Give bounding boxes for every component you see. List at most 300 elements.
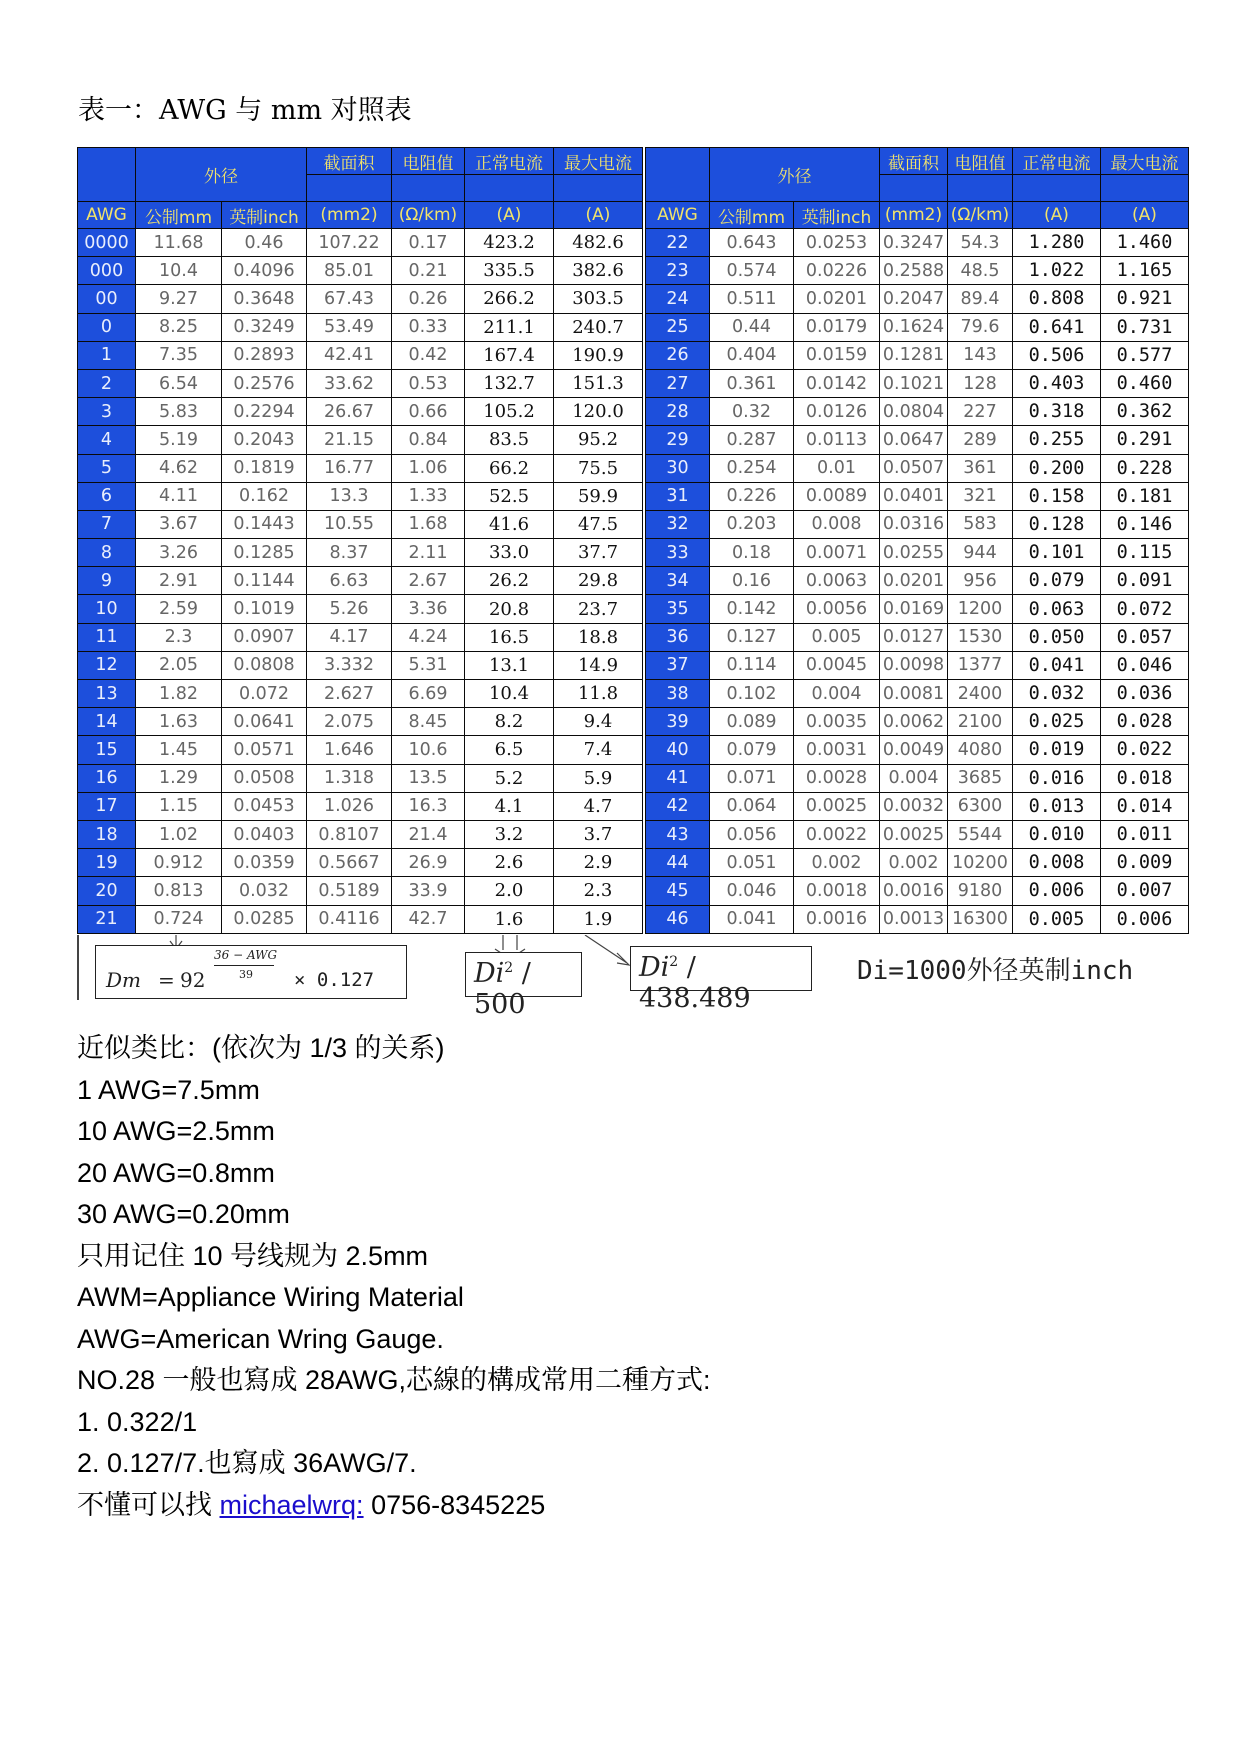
table-cell: 0.8107 xyxy=(307,820,392,848)
table-cell: 0.046 xyxy=(710,877,794,905)
table-cell: 8.25 xyxy=(136,313,222,341)
hdr-awg: AWG xyxy=(78,202,136,229)
hdr-blank xyxy=(465,175,554,202)
table-cell: 7.4 xyxy=(554,736,643,764)
table-cell: 0.016 xyxy=(1013,764,1101,792)
table-cell: 54.3 xyxy=(948,229,1013,257)
hdr-blank xyxy=(1101,175,1189,202)
table-row xyxy=(646,257,1189,285)
table-cell: 3685 xyxy=(948,764,1013,792)
table-cell: 13.3 xyxy=(307,482,392,510)
table-cell: 583 xyxy=(948,510,1013,538)
table-cell: 0.42 xyxy=(392,341,465,369)
table-cell: 1.026 xyxy=(307,792,392,820)
table-row xyxy=(78,257,643,285)
table-cell: 47.5 xyxy=(554,510,643,538)
table-cell: 0.046 xyxy=(1101,651,1189,679)
table-cell: 0.009 xyxy=(1101,849,1189,877)
table-cell: 5.26 xyxy=(307,595,392,623)
hdr-imperial: 英制inch xyxy=(794,202,880,229)
table-cell: 0.1285 xyxy=(222,539,307,567)
table-cell: 0.0063 xyxy=(794,567,880,595)
table-cell: 0.0016 xyxy=(794,905,880,933)
table-cell: 0.0253 xyxy=(794,229,880,257)
table-cell: 0.022 xyxy=(1101,736,1189,764)
table-row xyxy=(78,623,643,651)
note-line-contact xyxy=(77,1485,711,1527)
table-row xyxy=(78,736,643,764)
table-row xyxy=(646,426,1189,454)
table-cell: 0.46 xyxy=(222,229,307,257)
formula-rest: / 500 xyxy=(474,958,531,1020)
table-row xyxy=(78,567,643,595)
table-cell: 0.0018 xyxy=(794,877,880,905)
table-cell: 10.4 xyxy=(136,257,222,285)
awg-cell: 1 xyxy=(78,341,136,369)
hdr-metric: 公制mm xyxy=(710,202,794,229)
table-cell: 5.19 xyxy=(136,426,222,454)
awg-table xyxy=(645,147,1189,934)
table-cell: 0.226 xyxy=(710,482,794,510)
table-cell: 0.0641 xyxy=(222,708,307,736)
table-cell: 0.0013 xyxy=(880,905,948,933)
table-row xyxy=(646,398,1189,426)
hdr-blank xyxy=(1013,175,1101,202)
table-cell: 11.8 xyxy=(554,680,643,708)
hdr-outer-diameter: 外径 xyxy=(136,148,307,202)
formula-dm-base: 92 xyxy=(180,968,206,992)
table-cell: 0.403 xyxy=(1013,369,1101,397)
table-cell: 0.0179 xyxy=(794,313,880,341)
table-row xyxy=(78,369,643,397)
table-cell: 6.63 xyxy=(307,567,392,595)
table-cell: 0.115 xyxy=(1101,539,1189,567)
table-cell: 95.2 xyxy=(554,426,643,454)
table-cell: 89.4 xyxy=(948,285,1013,313)
table-cell: 0.018 xyxy=(1101,764,1189,792)
hdr-resistance-unit: (Ω/km) xyxy=(392,202,465,229)
note-line: AWM=Appliance Wiring Material xyxy=(77,1282,464,1312)
table-cell: 0.0403 xyxy=(222,820,307,848)
awg-cell: 25 xyxy=(646,313,710,341)
hdr-max-current: 最大电流 xyxy=(1101,148,1189,175)
table-cell: 0.008 xyxy=(794,510,880,538)
note-line: 30 AWG=0.20mm xyxy=(77,1199,290,1229)
table-cell: 75.5 xyxy=(554,454,643,482)
table-cell: 66.2 xyxy=(465,454,554,482)
table-cell: 1.45 xyxy=(136,736,222,764)
table-cell: 956 xyxy=(948,567,1013,595)
table-cell: 79.6 xyxy=(948,313,1013,341)
formula-dm-label: Dm xyxy=(106,968,141,992)
awg-cell: 36 xyxy=(646,623,710,651)
table-cell: 2.05 xyxy=(136,651,222,679)
table-cell: 0.01 xyxy=(794,454,880,482)
table-cell: 0.063 xyxy=(1013,595,1101,623)
awg-cell: 5 xyxy=(78,454,136,482)
table-cell: 0.2043 xyxy=(222,426,307,454)
note-line: 2. 0.127/7.也寫成 36AWG/7. xyxy=(77,1448,417,1478)
fraction-bar xyxy=(214,965,274,966)
table-cell: 33.0 xyxy=(465,539,554,567)
awg-cell: 37 xyxy=(646,651,710,679)
table-row xyxy=(78,341,643,369)
table-cell: 42.41 xyxy=(307,341,392,369)
table-cell: 16.77 xyxy=(307,454,392,482)
table-cell: 0.0508 xyxy=(222,764,307,792)
table-cell: 0.511 xyxy=(710,285,794,313)
table-cell: 0.036 xyxy=(1101,680,1189,708)
table-cell: 9180 xyxy=(948,877,1013,905)
table-cell: 0.2047 xyxy=(880,285,948,313)
table-cell: 0.014 xyxy=(1101,792,1189,820)
table-row xyxy=(646,595,1189,623)
table-cell: 0.181 xyxy=(1101,482,1189,510)
awg-cell: 34 xyxy=(646,567,710,595)
table-cell: 107.22 xyxy=(307,229,392,257)
table-cell: 53.49 xyxy=(307,313,392,341)
table-row xyxy=(646,736,1189,764)
table-cell: 0.404 xyxy=(710,341,794,369)
table-cell: 0.641 xyxy=(1013,313,1101,341)
table-row xyxy=(78,708,643,736)
table-cell: 0.0081 xyxy=(880,680,948,708)
table-cell: 16.5 xyxy=(465,623,554,651)
table-cell: 0.0316 xyxy=(880,510,948,538)
hdr-outer-diameter: 外径 xyxy=(710,148,880,202)
table-cell: 1.6 xyxy=(465,905,554,933)
table-cell: 0.079 xyxy=(1013,567,1101,595)
table-cell: 0.912 xyxy=(136,849,222,877)
table-cell: 10.6 xyxy=(392,736,465,764)
table-cell: 132.7 xyxy=(465,369,554,397)
table-cell: 1.460 xyxy=(1101,229,1189,257)
table-cell: 1.15 xyxy=(136,792,222,820)
table-row xyxy=(78,820,643,848)
table-cell: 14.9 xyxy=(554,651,643,679)
table-cell: 8.2 xyxy=(465,708,554,736)
table-cell: 1.06 xyxy=(392,454,465,482)
table-cell: 11.68 xyxy=(136,229,222,257)
table-cell: 0.011 xyxy=(1101,820,1189,848)
table-row xyxy=(646,285,1189,313)
table-cell: 0.158 xyxy=(1013,482,1101,510)
table-cell: 0.0201 xyxy=(880,567,948,595)
table-cell: 9.4 xyxy=(554,708,643,736)
table-cell: 0.0226 xyxy=(794,257,880,285)
table-cell: 0.228 xyxy=(1101,454,1189,482)
table-cell: 0.010 xyxy=(1013,820,1101,848)
table-cell: 2.91 xyxy=(136,567,222,595)
table-cell: 26.2 xyxy=(465,567,554,595)
table-cell: 2.3 xyxy=(554,877,643,905)
hdr-blank xyxy=(880,175,948,202)
note-line: 20 AWG=0.8mm xyxy=(77,1157,275,1188)
awg-cell: 00 xyxy=(78,285,136,313)
awg-cell: 16 xyxy=(78,764,136,792)
awg-cell: 28 xyxy=(646,398,710,426)
table-cell: 1377 xyxy=(948,651,1013,679)
table-cell: 0.66 xyxy=(392,398,465,426)
table-cell: 2.11 xyxy=(392,539,465,567)
table-row xyxy=(646,764,1189,792)
table-cell: 0.4096 xyxy=(222,257,307,285)
table-row xyxy=(78,877,643,905)
awg-table xyxy=(77,147,643,934)
awg-cell: 24 xyxy=(646,285,710,313)
table-cell: 0.127 xyxy=(710,623,794,651)
table-cell: 4.11 xyxy=(136,482,222,510)
table-cell: 0.643 xyxy=(710,229,794,257)
table-cell: 0.3247 xyxy=(880,229,948,257)
hdr-awg: AWG xyxy=(646,202,710,229)
table-cell: 3.67 xyxy=(136,510,222,538)
table-cell: 13.1 xyxy=(465,651,554,679)
table-row xyxy=(646,539,1189,567)
table-cell: 0.460 xyxy=(1101,369,1189,397)
formula-sup: 2 xyxy=(669,954,679,970)
table-cell: 1.82 xyxy=(136,680,222,708)
table-cell: 0.0159 xyxy=(794,341,880,369)
table-cell: 33.9 xyxy=(392,877,465,905)
formula-dm-exp-den: 39 xyxy=(239,968,253,981)
table-cell: 0.005 xyxy=(1013,905,1101,933)
awg-cell: 42 xyxy=(646,792,710,820)
table-cell: 0.0359 xyxy=(222,849,307,877)
table-cell: 4.62 xyxy=(136,454,222,482)
table-cell: 4.1 xyxy=(465,792,554,820)
table-cell: 0.0804 xyxy=(880,398,948,426)
table-cell: 0.025 xyxy=(1013,708,1101,736)
table-cell: 10.55 xyxy=(307,510,392,538)
table-cell: 0.18 xyxy=(710,539,794,567)
table-cell: 0.2588 xyxy=(880,257,948,285)
table-cell: 382.6 xyxy=(554,257,643,285)
table-cell: 8.45 xyxy=(392,708,465,736)
contact-link[interactable]: michaelwrq: xyxy=(219,1489,364,1520)
awg-cell: 9 xyxy=(78,567,136,595)
table-row xyxy=(78,539,643,567)
awg-cell: 27 xyxy=(646,369,710,397)
awg-cell: 2 xyxy=(78,369,136,397)
table-cell: 1.646 xyxy=(307,736,392,764)
awg-cell: 18 xyxy=(78,820,136,848)
table-cell: 0.574 xyxy=(710,257,794,285)
table-row xyxy=(78,313,643,341)
awg-cell: 21 xyxy=(78,905,136,933)
formula-strip xyxy=(77,935,1193,1020)
table-cell: 0.32 xyxy=(710,398,794,426)
table-cell: 0.002 xyxy=(880,849,948,877)
table-cell: 0.44 xyxy=(710,313,794,341)
table-cell: 0.1019 xyxy=(222,595,307,623)
hdr-area-unit: (mm2) xyxy=(880,202,948,229)
table-cell: 0.041 xyxy=(1013,651,1101,679)
table-cell: 0.1443 xyxy=(222,510,307,538)
hdr-blank xyxy=(948,175,1013,202)
table-cell: 128 xyxy=(948,369,1013,397)
table-cell: 0.16 xyxy=(710,567,794,595)
table-cell: 0.33 xyxy=(392,313,465,341)
table-cell: 16.3 xyxy=(392,792,465,820)
table-cell: 0.254 xyxy=(710,454,794,482)
table-cell: 0.114 xyxy=(710,651,794,679)
awg-cell: 46 xyxy=(646,905,710,933)
table-cell: 0.051 xyxy=(710,849,794,877)
contact-prefix: 不懂可以找 xyxy=(77,1489,220,1520)
table-cell: 0.0507 xyxy=(880,454,948,482)
table-cell: 5.83 xyxy=(136,398,222,426)
hdr-amp-unit: (A) xyxy=(465,202,554,229)
table-cell: 0.3249 xyxy=(222,313,307,341)
table-row xyxy=(78,229,643,257)
table-cell: 2.67 xyxy=(392,567,465,595)
table-cell: 0.162 xyxy=(222,482,307,510)
table-cell: 6300 xyxy=(948,792,1013,820)
awg-cell: 12 xyxy=(78,651,136,679)
table-cell: 303.5 xyxy=(554,285,643,313)
hdr-max-current: 最大电流 xyxy=(554,148,643,175)
table-cell: 0.0201 xyxy=(794,285,880,313)
table-cell: 0.1281 xyxy=(880,341,948,369)
table-cell: 0.007 xyxy=(1101,877,1189,905)
note-line: 只用记住 10 号线规为 2.5mm xyxy=(77,1240,429,1271)
table-cell: 2.6 xyxy=(465,849,554,877)
table-cell: 6.5 xyxy=(465,736,554,764)
table-cell: 211.1 xyxy=(465,313,554,341)
note-line: 1. 0.322/1 xyxy=(77,1406,198,1437)
table-row xyxy=(646,369,1189,397)
formula-rest: / 438.489 xyxy=(639,952,751,1014)
formula-di-definition: Di=1000外径英制inch xyxy=(857,956,1134,986)
table-cell: 5544 xyxy=(948,820,1013,848)
table-cell: 0.0028 xyxy=(794,764,880,792)
table-cell: 4.24 xyxy=(392,623,465,651)
contact-phone: 0756-8345225 xyxy=(363,1489,546,1520)
table-row xyxy=(78,595,643,623)
formula-dm xyxy=(95,945,407,999)
table-cell: 9.27 xyxy=(136,285,222,313)
table-row xyxy=(646,877,1189,905)
table-cell: 151.3 xyxy=(554,369,643,397)
hdr-resistance: 电阻值 xyxy=(392,148,465,175)
table-cell: 0.808 xyxy=(1013,285,1101,313)
awg-cell: 8 xyxy=(78,539,136,567)
table-row xyxy=(78,651,643,679)
table-cell: 2100 xyxy=(948,708,1013,736)
table-cell: 42.7 xyxy=(392,905,465,933)
awg-cell: 20 xyxy=(78,877,136,905)
table-row xyxy=(646,623,1189,651)
table-cell: 0.004 xyxy=(794,680,880,708)
table-cell: 5.31 xyxy=(392,651,465,679)
awg-cell: 44 xyxy=(646,849,710,877)
table-cell: 0.0142 xyxy=(794,369,880,397)
table-row xyxy=(646,567,1189,595)
table-cell: 2.59 xyxy=(136,595,222,623)
table-cell: 1530 xyxy=(948,623,1013,651)
table-cell: 0.0016 xyxy=(880,877,948,905)
table-cell: 227 xyxy=(948,398,1013,426)
table-row xyxy=(78,792,643,820)
table-cell: 0.013 xyxy=(1013,792,1101,820)
table-cell: 1.68 xyxy=(392,510,465,538)
awg-cell: 22 xyxy=(646,229,710,257)
table-cell: 0.26 xyxy=(392,285,465,313)
hdr-blank xyxy=(392,175,465,202)
table-cell: 0.2576 xyxy=(222,369,307,397)
table-cell: 0.0062 xyxy=(880,708,948,736)
awg-cell: 17 xyxy=(78,792,136,820)
table-cell: 1.318 xyxy=(307,764,392,792)
table-row xyxy=(646,905,1189,933)
awg-cell: 38 xyxy=(646,680,710,708)
table-cell: 0.287 xyxy=(710,426,794,454)
table-cell: 5.2 xyxy=(465,764,554,792)
table-row xyxy=(78,510,643,538)
hdr-resistance-unit: (Ω/km) xyxy=(948,202,1013,229)
notes xyxy=(77,1028,711,1526)
table-cell: 0.089 xyxy=(710,708,794,736)
table-cell: 0.056 xyxy=(710,820,794,848)
table-cell: 1200 xyxy=(948,595,1013,623)
awg-cell: 26 xyxy=(646,341,710,369)
table-cell: 0.0089 xyxy=(794,482,880,510)
table-cell: 0.0113 xyxy=(794,426,880,454)
table-cell: 105.2 xyxy=(465,398,554,426)
awg-cell: 13 xyxy=(78,680,136,708)
table-cell: 4080 xyxy=(948,736,1013,764)
hdr-amp-unit: (A) xyxy=(554,202,643,229)
table-row xyxy=(646,229,1189,257)
table-cell: 0.0025 xyxy=(880,820,948,848)
table-cell: 0.0032 xyxy=(880,792,948,820)
hdr-awg-blank xyxy=(78,148,136,202)
table-row xyxy=(78,849,643,877)
table-cell: 0.146 xyxy=(1101,510,1189,538)
hdr-blank xyxy=(554,175,643,202)
table-row xyxy=(78,454,643,482)
awg-cell: 33 xyxy=(646,539,710,567)
table-row xyxy=(646,454,1189,482)
table-row xyxy=(646,820,1189,848)
table-cell: 1.63 xyxy=(136,708,222,736)
awg-cell: 11 xyxy=(78,623,136,651)
table-cell: 0.002 xyxy=(794,849,880,877)
table-cell: 0.091 xyxy=(1101,567,1189,595)
table-cell: 59.9 xyxy=(554,482,643,510)
table-cell: 0.0022 xyxy=(794,820,880,848)
table-cell: 41.6 xyxy=(465,510,554,538)
hdr-resistance: 电阻值 xyxy=(948,148,1013,175)
table-cell: 0.813 xyxy=(136,877,222,905)
awg-cell: 30 xyxy=(646,454,710,482)
table-cell: 1.9 xyxy=(554,905,643,933)
table-cell: 0.200 xyxy=(1013,454,1101,482)
awg-cell: 39 xyxy=(646,708,710,736)
table-cell: 0.050 xyxy=(1013,623,1101,651)
table-cell: 0.2294 xyxy=(222,398,307,426)
table-cell: 482.6 xyxy=(554,229,643,257)
table-cell: 3.26 xyxy=(136,539,222,567)
table-cell: 2.9 xyxy=(554,849,643,877)
table-cell: 0.84 xyxy=(392,426,465,454)
table-cell: 0.1819 xyxy=(222,454,307,482)
table-cell: 0.362 xyxy=(1101,398,1189,426)
table-cell: 0.203 xyxy=(710,510,794,538)
formula-area-500 xyxy=(465,952,582,1020)
awg-cell: 4 xyxy=(78,426,136,454)
